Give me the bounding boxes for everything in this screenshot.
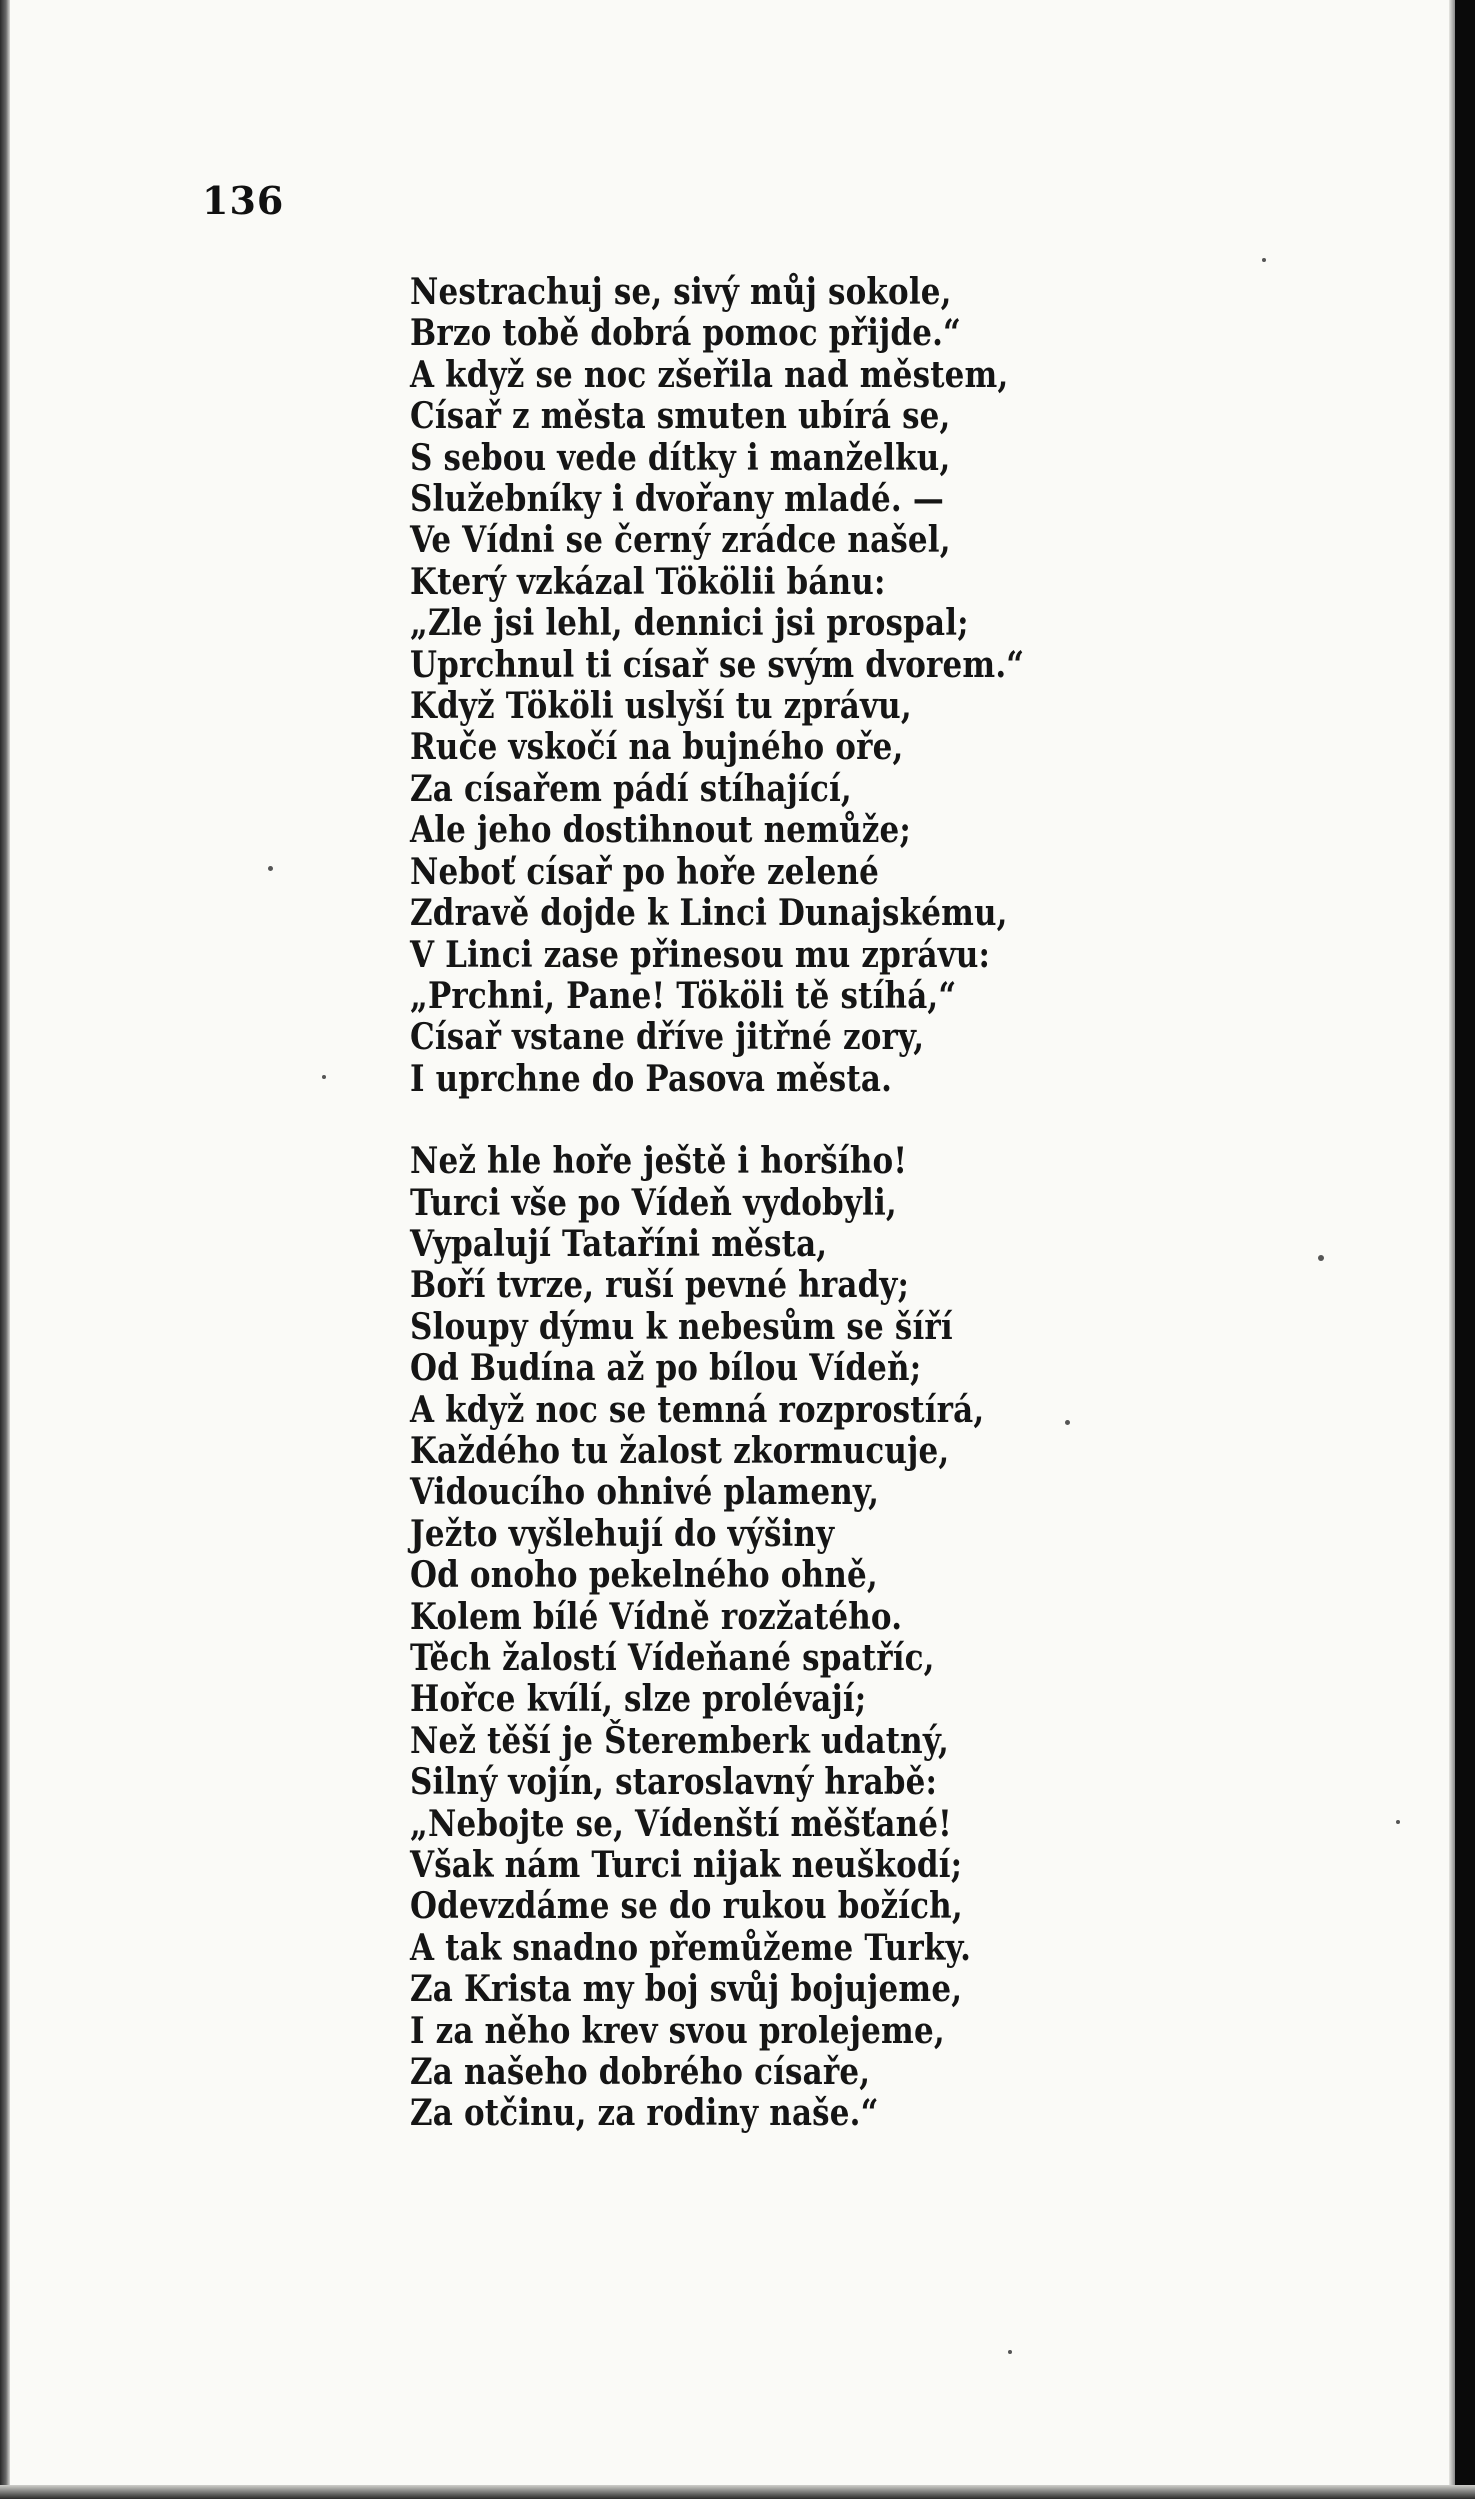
poem-line: Ve Vídni se černý zrádce našel, bbox=[410, 519, 951, 562]
poem-line: Uprchnul ti císař se svým dvorem.“ bbox=[410, 643, 1025, 686]
poem-line: Však nám Turci nijak neuškodí; bbox=[410, 1844, 963, 1887]
poem-line: Ruče vskočí na bujného oře, bbox=[410, 726, 904, 769]
poem-line: Ale jeho dostihnout nemůže; bbox=[410, 809, 911, 852]
poem-line: Od Budína až po bílou Vídeň; bbox=[410, 1347, 922, 1390]
poem-line: Brzo tobě dobrá pomoc přijde.“ bbox=[410, 312, 962, 355]
scan-speck bbox=[1318, 1255, 1324, 1261]
poem-line: Kolem bílé Vídně rozžatého. bbox=[410, 1595, 903, 1638]
poem-line: Za našeho dobrého císaře, bbox=[410, 2051, 871, 2094]
scan-speck bbox=[1008, 2350, 1012, 2354]
scan-speck bbox=[322, 1075, 326, 1079]
poem-line: A když se noc zšeřila nad městem, bbox=[410, 353, 1009, 396]
scan-edge-left bbox=[0, 0, 10, 2499]
poem-line: Těch žalostí Vídeňané spatříc, bbox=[410, 1637, 935, 1679]
poem-line: Boří tvrze, ruší pevné hrady; bbox=[410, 1264, 910, 1307]
poem-line: Za otčinu, za rodiny naše.“ bbox=[410, 2092, 879, 2135]
poem-line: Za Krista my boj svůj bojujeme, bbox=[410, 1968, 963, 2011]
poem-line: Hořce kvílí, slze prolévají; bbox=[410, 1678, 867, 1721]
poem-line: V Linci zase přinesou mu zprávu: bbox=[410, 933, 991, 976]
poem-line: I uprchne do Pasova města. bbox=[410, 1057, 893, 1100]
scan-speck bbox=[1262, 258, 1266, 262]
poem-line: „Prchni, Pane! Tököli tě stíhá,“ bbox=[410, 974, 957, 1017]
poem-line: Zdravě dojde k Linci Dunajskému, bbox=[410, 892, 1008, 935]
poem-line: Od onoho pekelného ohně, bbox=[410, 1554, 878, 1597]
page-number: 136 bbox=[202, 178, 285, 223]
poem-line: Který vzkázal Tökölii bánu: bbox=[410, 560, 886, 603]
poem-line: S sebou vede dítky i manželku, bbox=[410, 436, 951, 479]
poem-text bbox=[410, 272, 1064, 2135]
poem-line: Každého tu žalost zkormucuje, bbox=[410, 1429, 950, 1472]
poem-line: Turci vše po Vídeň vydobyli, bbox=[410, 1181, 897, 1224]
poem-line: Ježto vyšlehují do výšiny bbox=[410, 1512, 835, 1555]
poem-line: Vidoucího ohnivé plameny, bbox=[410, 1471, 880, 1514]
poem-line: Neboť císař po hoře zelené bbox=[410, 850, 880, 893]
stanza bbox=[410, 1141, 1064, 2135]
poem-line: Než hle hoře ještě i horšího! bbox=[410, 1140, 908, 1183]
poem-line: Silný vojín, staroslavný hrabě: bbox=[410, 1761, 938, 1804]
poem-line: A tak snadno přemůžeme Turky. bbox=[410, 1926, 972, 1969]
scan-speck bbox=[1396, 1820, 1400, 1824]
scan-edge-right bbox=[1455, 0, 1475, 2499]
poem-line: Nestrachuj se, sivý můj sokole, bbox=[410, 271, 952, 313]
poem-line: A když noc se temná rozprostírá, bbox=[410, 1388, 985, 1431]
poem-line: Císař z města smuten ubírá se, bbox=[410, 395, 951, 438]
poem-line: „Zle jsi lehl, dennici jsi prospal; bbox=[410, 602, 969, 645]
poem-line: „Nebojte se, Vídenští měšťané! bbox=[410, 1802, 952, 1845]
scan-speck bbox=[1065, 1420, 1070, 1425]
poem-line: Než těší je Šteremberk udatný, bbox=[410, 1719, 950, 1762]
poem-line: Když Tököli uslyší tu zprávu, bbox=[410, 685, 912, 728]
poem-line: Vypalují Tataříni města, bbox=[410, 1222, 828, 1265]
poem-line: Odevzdáme se do rukou božích, bbox=[410, 1885, 963, 1928]
scan-edge-bottom bbox=[0, 2485, 1475, 2499]
poem-line: Služebníky i dvořany mladé. — bbox=[410, 478, 944, 521]
poem-line: Sloupy dýmu k nebesům se šíří bbox=[410, 1305, 953, 1348]
poem-line: Císař vstane dříve jitřné zory, bbox=[410, 1016, 925, 1059]
poem-line: I za něho krev svou prolejeme, bbox=[410, 2009, 945, 2052]
scan-speck bbox=[268, 866, 273, 871]
stanza bbox=[410, 272, 1064, 1100]
poem-line: Za císařem pádí stíhající, bbox=[410, 767, 852, 810]
